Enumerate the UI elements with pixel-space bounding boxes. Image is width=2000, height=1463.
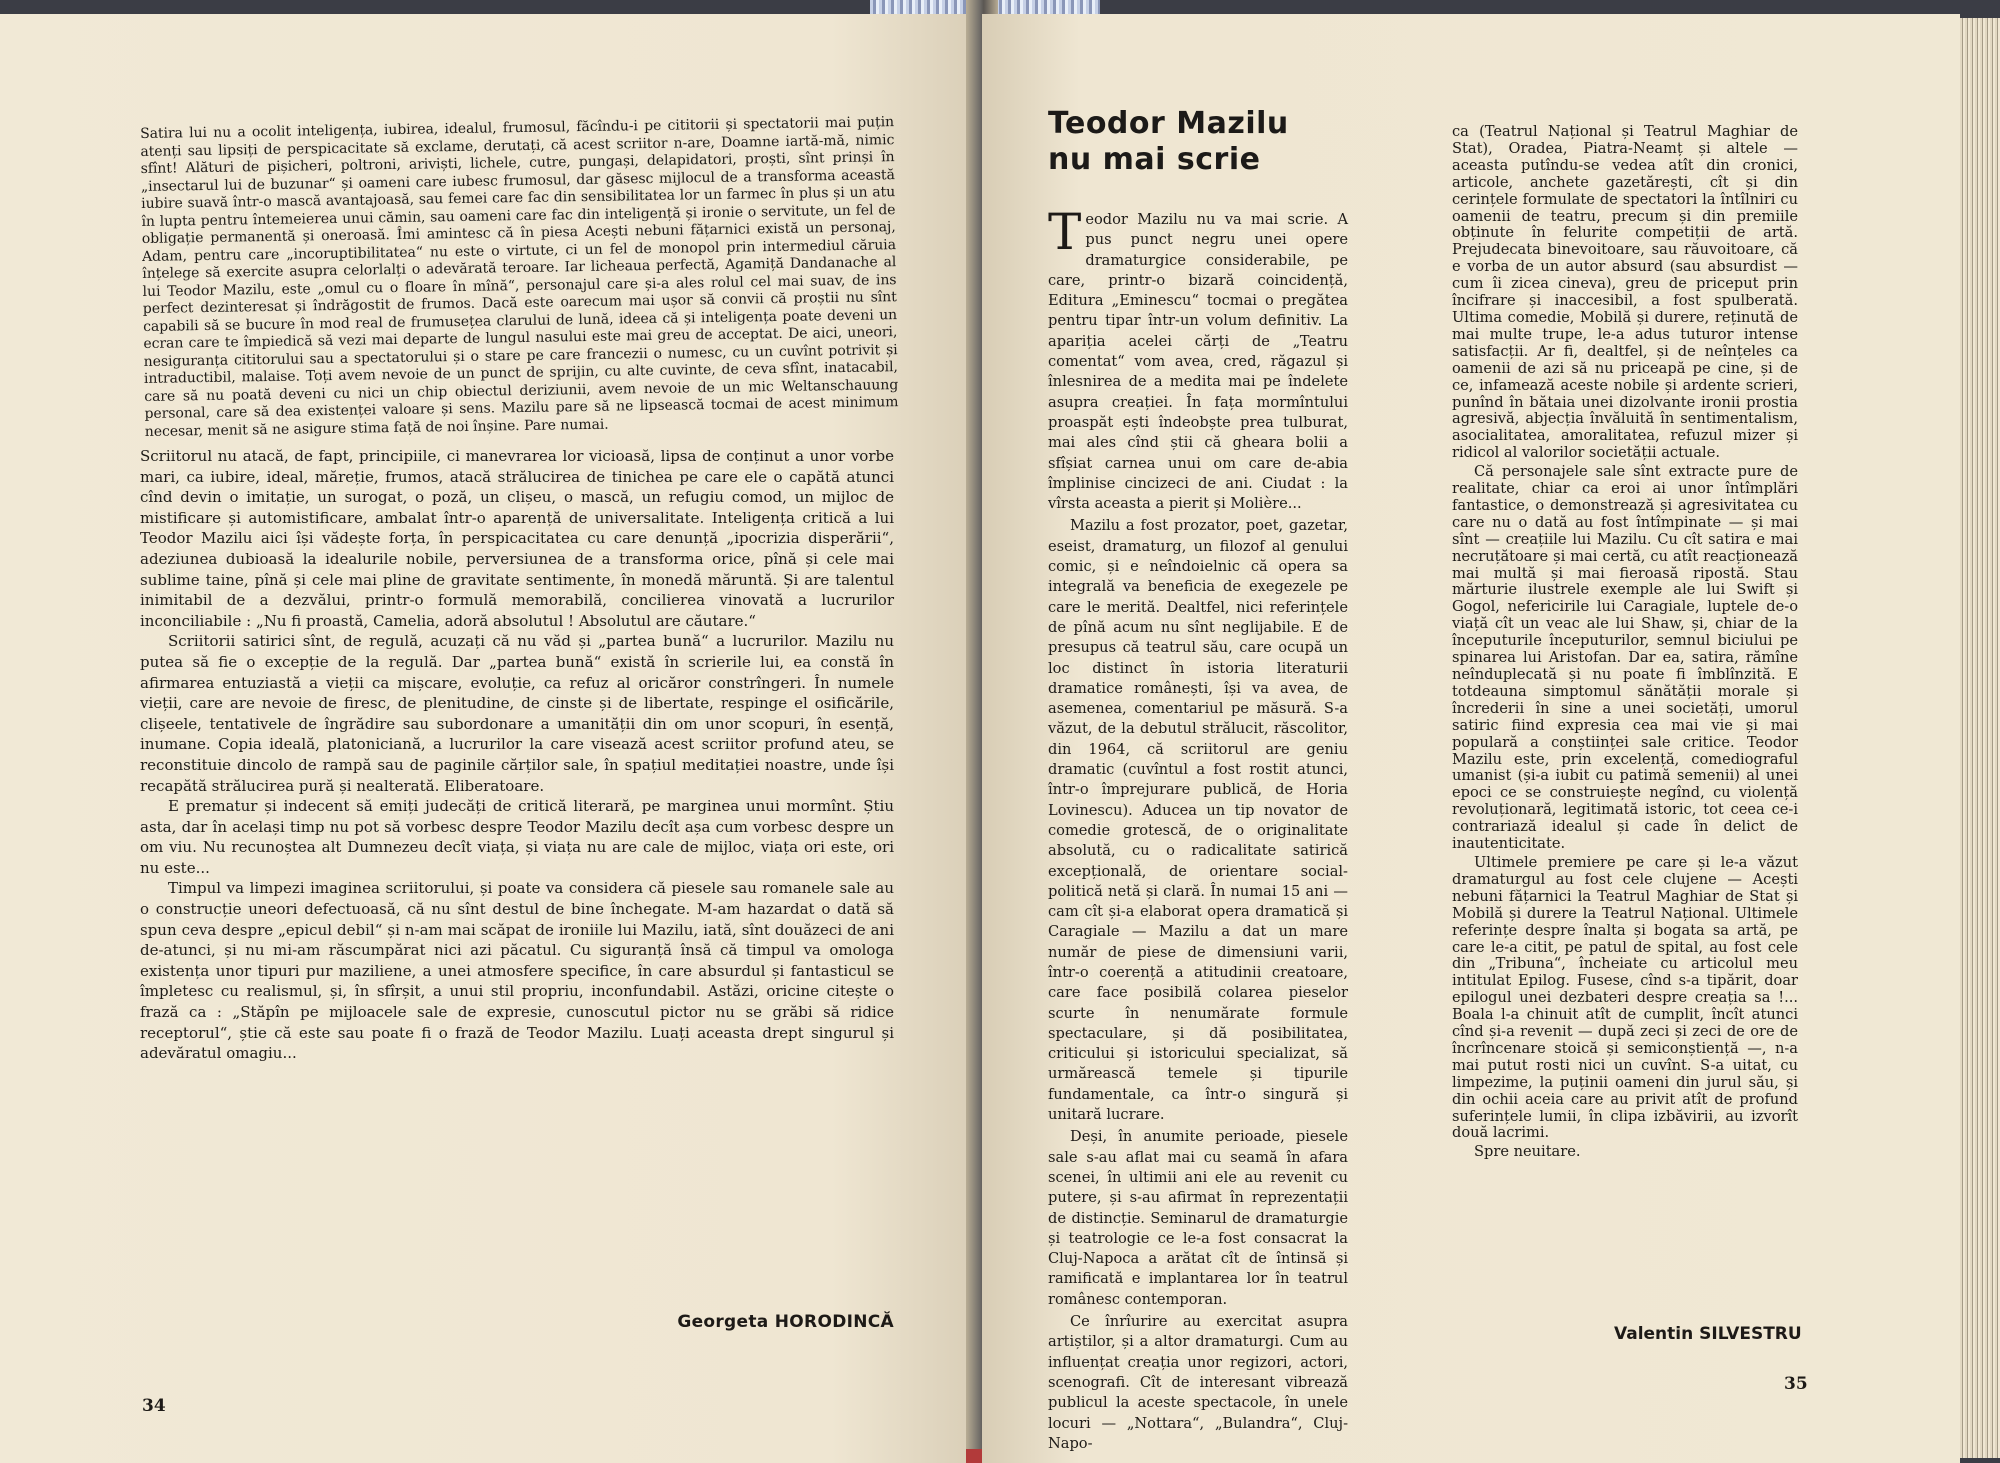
paragraph: Deși, în anumite perioade, piesele sale s-au aflat mai cu seamă în afara scenei, în ultimii ani ele au revenit cu putere, și s-au afirmat în reprezentații de distincție. Seminarul de dramaturgie și teatrologie ce le-a fost consacrat la Cluj-Napoca a arătat cît de întinsă și ramificată e implantarea lor în teatrul românesc contemporan. bbox=[1048, 1128, 1348, 1308]
right-column-1 bbox=[1048, 203, 1348, 1454]
paragraph: Satira lui nu a ocolit inteligența, iubirea, idealul, frumosul, făcîndu-i pe cititorii și spectatorii mai puțin atenți sau lipsiți de perspicacitate să exclame, derutați, că acest scriitor n-are, Doamne iartă-mă, nimic sfînt! Alături de pișicheri, poltroni, ariviști, lichele, cutre, pungași, delapidatori, proști, sînt prinși în „insectarul lui de buzunar“ și oameni care iubesc frumosul, dar găsesc mijlocul de a transforma această iubire suavă într-o mască avantajoasă, sau femei care fac din sensibilitatea lor un farmec în plus și un atu în lupta pentru întemeierea unui cămin, sau oameni care fac din inteligență și ironie o servitute, un fel de obligație permanentă și oneroasă. Îmi amintesc că în piesa Acești nebuni fățarnici există un personaj, Adam, pentru care „incoruptibilitatea“ nu este o virtute, ci un fel de monopol prin intermediul căruia înțelege să exercite asupra celorlalți o adevărată teroare. Iar licheaua perfectă, Agamiță Dandanache al lui Teodor Mazilu, este „omul cu o floare în mînă“, personajul care și-a ales rolul cel mai suav, de ins perfect dezinteresat și îndrăgostit de frumos. Dacă este oarecum mai ușor să convii că proștii nu sînt capabili să se bucure în mod real de frumusețea clarului de lună, ideea că și inteligența poate deveni un ecran care te împiedică să vezi mai departe de lungul nasului este mai greu de acceptat. De aici, uneori, nesiguranța cititorului sau a spectatorului și o stare pe care francezii o numesc, cu un cuvînt potrivit și intraductibil, malaise. Toți avem nevoie de un punct de sprijin, cu alte cuvinte, de ceva sfînt, inatacabil, care să nu poată deveni cu nici un chip obiectul deriziunii, avem nevoie de un mic Weltanschauung personal, care să dea existenței valoare și sens. Mazilu pare să ne lipsească tocmai de acest minimum necesar, menit să ne asigure stima față de noi înșine. Pare numai. bbox=[140, 114, 899, 440]
author-signature: Georgeta HORODINCĂ bbox=[677, 1312, 894, 1332]
right-column-2 bbox=[1452, 124, 1798, 1161]
author-signature: Valentin SILVESTRU bbox=[1614, 1324, 1802, 1344]
page-number: 35 bbox=[1784, 1374, 1808, 1394]
paragraph: Scriitorul nu atacă, de fapt, principiile, ci manevrarea lor vicioasă, lipsa de conținut a unor vorbe mari, ca iubire, ideal, măreție, frumos, atacă strălucirea de tinichea pe care ele o capătă atunci cînd devin o imitație, un surogat, o poză, un clișeu, o mască, un refugiu comod, un mijloc de mistificare și automistificare, ambalat într-o aparență de universalitate. Inteligența critică a lui Teodor Mazilu aici își vădește forța, în perspicacitatea cu care denunță „ipocrizia disperării“, adeziunea dubioasă la idealurile nobile, perversiunea de a transforma orice, pînă și cele mai sublime taine, pînă și cele mai pline de gravitate sentimente, în monedă măruntă. Și are talentul inimitabil de a dezvălui, printr-o formulă memorabilă, concilierea vinovată a lucrurilor inconciliabile : „Nu fi proastă, Camelia, adoră absolutul ! Absolutul are căutare.“ bbox=[140, 447, 894, 630]
left-page bbox=[0, 14, 978, 1463]
title-line: nu mai scrie bbox=[1048, 142, 1261, 177]
left-page-text bbox=[140, 114, 899, 1064]
paragraph: Timpul va limpezi imaginea scriitorului, și poate va considera că piesele sau romanele sale au o construcție uneori defectuoasă, că nu sînt destul de bine închegate. M-am hazardat o dată să spun ceva despre „epicul debil“ și n-am mai scăpat de ironiile lui Mazilu, iată, sînt douăzeci de ani de-atunci, și nu mi-am răscumpărat nici azi păcatul. Cu siguranță însă că timpul va omologa existența unor tipuri pur maziliene, a unei atmosfere specifice, în care absurdul și fantasticul se împletesc cu realismul, și, în sfîrșit, a unui stil propriu, inconfundabil. Astăzi, oricine citește o frază ca : „Stăpîn pe mijloacele sale de expresie, cunoscutul pictor nu se grăbi să ridice receptorul“, știe că este sau poate fi o frază de Teodor Mazilu. Luați aceasta drept singurul și adevăratul omagiu... bbox=[140, 879, 894, 1063]
paragraph: Ultimele premiere pe care și le-a văzut dramaturgul au fost cele clujene — Acești nebuni fățarnici la Teatrul Maghiar de Stat și Mobilă și durere la Teatrul Național. Ultimele referințe despre înalta și bogata sa artă, pe care le-a citit, pe patul de spital, au fost cele din „Tribuna“, încheiate cu articolul meu intitulat Epilog. Fusese, cînd s-a tipărit, doar epilogul unei dezbateri despre creația sa !... Boala l-a chinuit atît de cumplit, încît atunci cînd și-a revenit — după zeci și zeci de ore de încrîncenare stoică și semiconștiență —, n-a mai putut rosti nici un cuvînt. S-a uitat, cu limpezime, la puținii oameni din jurul său, și din ochii aceia care au privit atît de profund suferințele lumii, în clipa izbăvirii, au izvorît două lacrimi. bbox=[1452, 853, 1798, 1142]
paragraph: Spre neuitare. bbox=[1474, 1143, 1581, 1161]
opening-text: eodor Mazilu nu va mai scrie. A pus punct negru unei opere dramaturgice considerabile, pe care, printr-o bizară coincidență, Editura „Eminescu“ tocmai o pregătea pentru tipar într-un volum definitiv. La apariția acelei cărți de „Teatru comentat“ vom avea, cred, răgazul și înlesnirea de a medita mai pe îndelete asupra creației. În fața mormîntului proaspăt ești îndeobște prea tulburat, mai ales cînd știi că gheara bolii a sfîșiat carnea unui om care de-abia împlinise cincizeci de ani. Ciudat : la vîrsta aceasta a pierit și Molière... bbox=[1048, 211, 1348, 513]
paragraph: ca (Teatrul Național și Teatrul Maghiar de Stat), Oradea, Piatra-Neamț și altele — aceasta putîndu-se vedea atît din cronici, articole, anchete gazetărești, cît și din cerințele formulate de spectatori la întîlniri cu oamenii de teatru, precum și din premiile obținute în felurite competiții de artă. Prejudecata binevoitoare, sau răuvoitoare, că e vorba de un autor absurd (sau absurdist — cum îi zicea cineva), greu de priceput prin încifrare și inaccesibil, a fost spulberată. Ultima comedie, Mobilă și durere, reținută de mai multe trupe, le-a adus tuturor intense satisfacții. Ar fi, dealtfel, și de neînțeles ca oamenii de azi să nu priceapă pe cine, și de ce, infamează aceste nobile și ardente scrieri, punînd în bătaia unei dizolvante ironii prostia agresivă, abjecția învăluită în sentimentalism, asocialitatea, amoralitatea, refuzul mizer și ridicol al valorilor societății actuale. bbox=[1452, 123, 1798, 462]
page-edges bbox=[1960, 18, 2000, 1458]
paragraph: Mazilu a fost prozator, poet, gazetar, eseist, dramaturg, un filozof al genului comic, și e neîndoielnic că opera sa integrală va beneficia de exegezele pe care le merită. Dealtfel, nici referințele de pînă acum nu sînt neglijabile. E de presupus că teatrul său, care ocupă un loc distinct în istoria literaturii dramatice românești, își va avea, de asemenea, comentariul pe măsură. S-a văzut, de la debutul strălucit, răscolitor, din 1964, că scriitorul are geniu dramatic (cuvîntul a fost rostit atunci, într-o împrejurare publică, de Horia Lovinescu). Aducea un tip novator de comedie grotescă, de o originalitate absolută, cu o radicalitate satirică excepțională, de orientare social-politică netă și clară. În numai 15 ani — cam cît și-a elaborat opera dramatică și Caragiale — Mazilu a dat un mare număr de piese de dimensiuni varii, într-o coerență a atitudinii creatoare, care face posibilă colarea pieselor scurte în nenumărate formule spectaculare, și dă posibilitatea, criticului și istoricului specializat, să urmărească temele și tipurile fundamentale, ca într-o singură și unitară lucrare. bbox=[1048, 517, 1348, 1124]
paragraph bbox=[1048, 203, 1348, 514]
article-title bbox=[1048, 106, 1338, 178]
paragraph: Scriitorii satirici sînt, de regulă, acuzați că nu văd și „partea bună“ a lucrurilor. Mazilu nu putea să fie o excepție de la regulă. Dar „partea bună“ există în scrierile lui, ea constă în afirmarea entuziastă a vieții ca mișcare, evoluție, ca refuz al oricăror constrîngeri. În numele vieții, care are nevoie de firesc, de plenitudine, de cinste și de libertate, respinge el osificările, clișeele, tentativele de îngrădire sau subordonare a umanității din om unor scopuri, în esență, inumane. Copia ideală, platoniciană, a lucrurilor la care visează acest scriitor profund ateu, se reconstituie dincolo de rampă sau de paginile cărților sale, în spațiul meditației noastre, unde își recapătă strălucirea pură și nealterată. Eliberatoare. bbox=[140, 632, 894, 795]
title-line: Teodor Mazilu bbox=[1048, 106, 1289, 141]
paragraph: Ce înrîurire au exercitat asupra artiștilor, și a altor dramaturgi. Cum au influențat creația unor regizori, actori, scenografi. Cît de interesant vibrează publicul la aceste spectacole, în unele locuri — „Nottara“, „Bulandra“, Cluj-Napo- bbox=[1048, 1313, 1348, 1452]
left-main-paragraphs bbox=[140, 446, 894, 1064]
paragraph: Că personajele sale sînt extracte pure de realitate, chiar ca eroi ai unor întîmplări fantastice, o demonstrează și agresivitatea cu care nu o dată au fost întîmpinate — și mai sînt — creațiile lui Mazilu. Cu cît satira e mai necruțătoare și mai certă, cu atît reacționează mai multă și mai fieroasă ripostă. Stau mărturie ilustrele exemple ale lui Swift și Gogol, nefericirile lui Caragiale, luptele de-o viață cît un veac ale lui Shaw, și, chiar de la începuturile începuturilor, semnul biciului pe spinarea lui Aristofan. Dar ea, satira, rămîne neînduplecată și nu poate fi îmblînzită. E totdeauna simptomul sănătății morale și încrederii în sine a unei societăți, umorul satiric fiind expresia cea mai vie și mai populară a conștiinței sale critice. Teodor Mazilu este, prin excelență, comediograful umanist (și-a iubit cu patimă semenii) al unei epoci ce se construiește negînd, cu violență revoluționară, legitimată istoric, tot ceea ce-i contrariază idealul și cade în delict de inautenticitate. bbox=[1452, 463, 1798, 853]
right-page bbox=[982, 14, 1960, 1463]
drop-cap: T bbox=[1048, 203, 1082, 261]
page-number: 34 bbox=[142, 1396, 166, 1416]
left-opening-paragraph bbox=[140, 114, 899, 441]
paragraph: E prematur și indecent să emiți judecăți de critică literară, pe marginea unui mormînt. Știu asta, dar în același timp nu pot să vorbesc despre Teodor Mazilu decît așa cum vorbesc despre un om viu. Nu recunoștea alt Dumnezeu decît viața, și viața nu are cale de mijloc, viața ori este, ori nu este... bbox=[140, 797, 894, 877]
